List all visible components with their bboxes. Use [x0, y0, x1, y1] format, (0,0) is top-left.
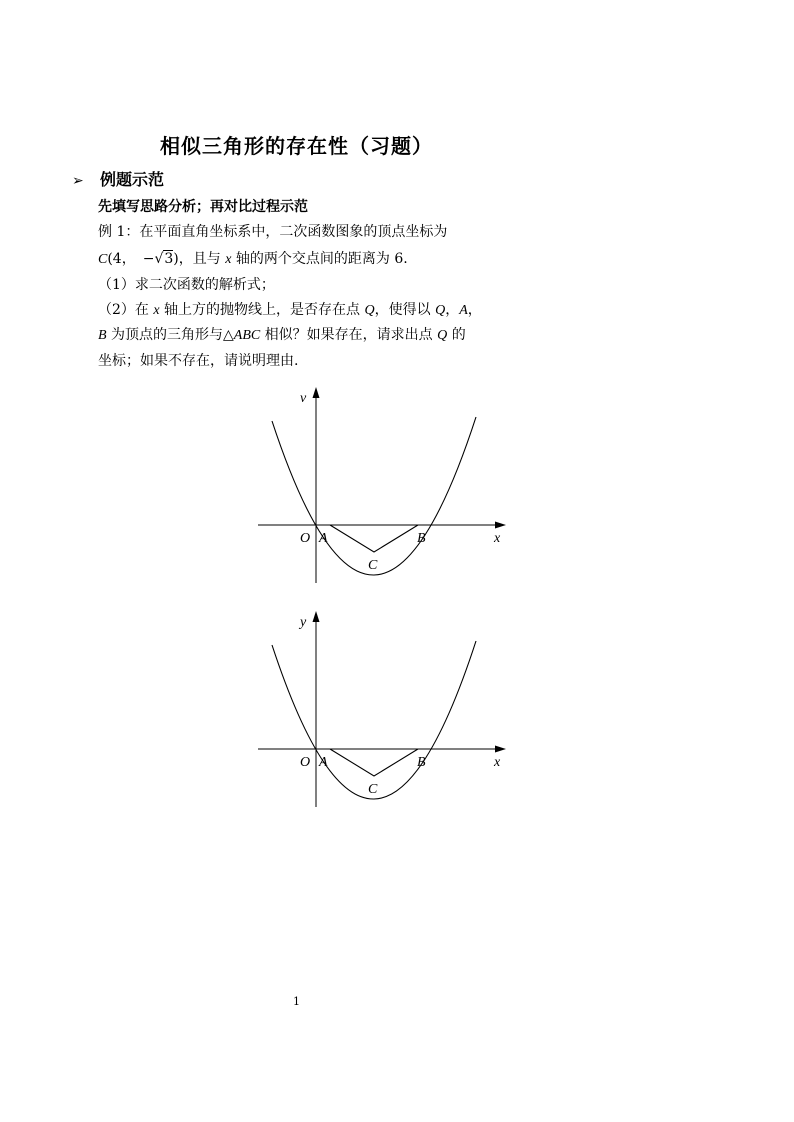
- point-a: A: [459, 303, 468, 318]
- q2-text-b: 轴上方的抛物线上，是否存在点: [159, 302, 365, 318]
- q3-text-a: 为顶点的三角形与△: [106, 327, 234, 343]
- point-c-label: C: [368, 782, 378, 797]
- parabola-curve: [272, 641, 476, 799]
- point-b-label: B: [417, 531, 426, 546]
- minus-sign: −: [142, 251, 155, 267]
- point-a-label: A: [319, 531, 328, 546]
- line2-text-a: ，且与: [178, 251, 226, 267]
- parabola-curve: [272, 417, 476, 575]
- vertex-label-c: C: [98, 252, 108, 267]
- parabola-figure-2: [250, 607, 520, 817]
- arrow-bullet-icon: ➢: [72, 173, 84, 189]
- triangle-abc-sides: [330, 749, 418, 776]
- question-1: （1）求二次函数的解析式；: [98, 277, 275, 293]
- question-2-line-1: [98, 299, 482, 319]
- point-c-label: C: [368, 558, 378, 573]
- point-a-label: A: [319, 755, 328, 770]
- question-2-line-2: [98, 324, 466, 344]
- page-title: 相似三角形的存在性（习题）: [160, 134, 433, 158]
- parabola-figure-1: [250, 383, 520, 593]
- y-axis-arrow-icon: [313, 387, 320, 398]
- sqrt-argument: 3: [164, 251, 174, 267]
- vertex-coords-close: ): [173, 251, 179, 267]
- example-line-2: [98, 248, 408, 268]
- y-axis-arrow-icon: [313, 611, 320, 622]
- q2-text-e: ，: [467, 302, 482, 318]
- x-axis-label: x: [494, 531, 501, 546]
- origin-label: O: [300, 531, 311, 546]
- point-q: Q: [364, 303, 375, 318]
- y-axis-label: y: [300, 615, 307, 630]
- question-2-line-3: 坐标；如果不存在，请说明理由.: [98, 353, 299, 369]
- point-q: Q: [435, 303, 446, 318]
- x-variable: x: [153, 303, 160, 318]
- q3-text-c: 的: [447, 327, 466, 343]
- q2-text-a: （2）在: [98, 302, 154, 318]
- point-q: Q: [437, 328, 448, 343]
- triangle-abc: ABC: [233, 328, 261, 343]
- example-line-1: 例 1：在平面直角坐标系中，二次函数图象的顶点坐标为: [98, 224, 448, 240]
- x-axis-label: x: [494, 755, 501, 770]
- point-b-label: B: [417, 755, 426, 770]
- sqrt-symbol-icon: √: [154, 251, 164, 267]
- q3-text-b: 相似？如果存在，请求出点: [260, 327, 438, 343]
- q2-text-c: ，使得以: [374, 302, 436, 318]
- section-label: 例题示范: [100, 170, 165, 189]
- page-number: 1: [293, 995, 300, 1008]
- q2-text-d: ，: [445, 302, 460, 318]
- vertex-coords-open: (4，: [107, 251, 136, 267]
- line2-text-b: 轴的两个交点间的距离为 6.: [231, 251, 408, 267]
- x-variable: x: [225, 252, 232, 267]
- point-b: B: [98, 328, 107, 343]
- instruction-subheading: 先填写思路分析；再对比过程示范: [98, 199, 308, 215]
- origin-label: O: [300, 755, 311, 770]
- triangle-abc-sides: [330, 525, 418, 552]
- y-axis-label: v: [300, 391, 307, 406]
- x-axis-arrow-icon: [495, 522, 506, 529]
- x-axis-arrow-icon: [495, 746, 506, 753]
- section-heading: [72, 167, 164, 190]
